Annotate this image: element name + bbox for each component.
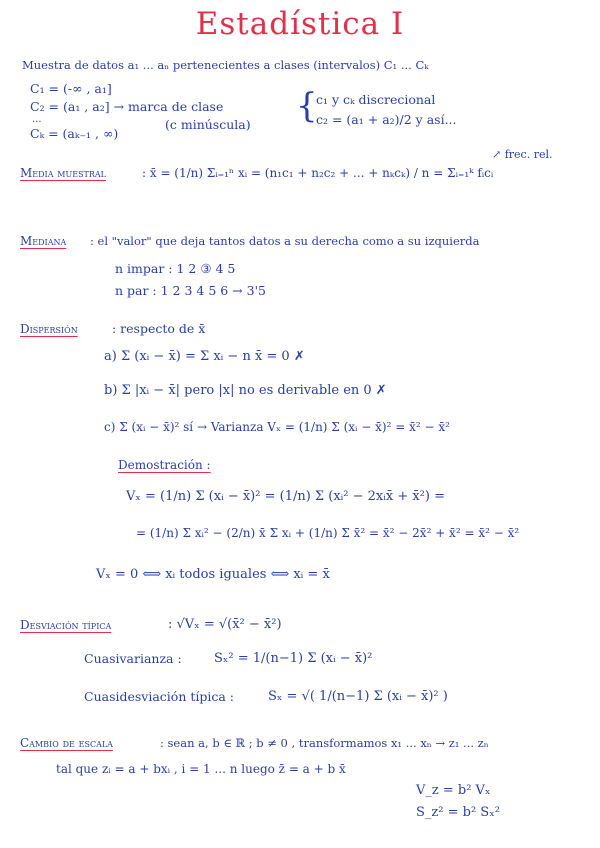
- dispersion-heading: Dispersión: [20, 322, 78, 336]
- media-formula: : x̄ = (1/n) Σᵢ₌₁ⁿ xᵢ = (n₁c₁ + n₂c₂ + ... + nₖcₖ) / n = Σᵢ₌₁ᵏ fᵢcᵢ: [142, 166, 494, 180]
- cambio-line-2: tal que zᵢ = a + bxᵢ , i = 1 ... n luego z̄ = a + b x̄: [56, 762, 346, 776]
- cuasidesviacion-label: Cuasidesviación típica :: [84, 689, 235, 704]
- dispersion-a: a) Σ (xᵢ − x̄) = Σ xᵢ − n x̄ = 0 ✗: [104, 349, 305, 364]
- class-dots: ...: [32, 114, 42, 125]
- demo-line-1: Vₓ = (1/n) Σ (xᵢ − x̄)² = (1/n) Σ (xᵢ² − 2xᵢx̄ + x̄²) =: [126, 489, 445, 504]
- dispersion-c: c) Σ (xᵢ − x̄)² sí → Varianza Vₓ = (1/n) Σ (xᵢ − x̄)² = x̄² − x̄²: [104, 420, 450, 434]
- class-c2-note: (c minúscula): [165, 117, 251, 132]
- mediana-impar: n impar : 1 2 ③ 4 5: [115, 261, 236, 276]
- brace: {: [296, 86, 318, 126]
- mediana-par: n par : 1 2 3 4 5 6 → 3'5: [115, 283, 266, 298]
- desviacion-formula: : √Vₓ = √(x̄² − x̄²): [168, 617, 282, 632]
- dispersion-text: : respecto de x̄: [112, 321, 206, 336]
- class-c2: C₂ = (a₁ , a₂] → marca de clase: [30, 99, 224, 114]
- class-ck: Cₖ = (aₖ₋₁ , ∞): [30, 126, 119, 141]
- cuasivarianza-label: Cuasivarianza :: [84, 651, 182, 666]
- demo-line-2: = (1/n) Σ xᵢ² − (2/n) x̄ Σ xᵢ + (1/n) Σ x̄² = x̄² − 2x̄² + x̄² = x̄² − x̄²: [136, 526, 520, 540]
- brace-line-2: c₂ = (a₁ + a₂)/2 y así...: [316, 112, 457, 127]
- page-title: Estadística I: [195, 6, 405, 42]
- brace-line-1: c₁ y cₖ discrecional: [316, 92, 436, 107]
- demo-label: Demostración :: [118, 458, 211, 472]
- class-c1: C₁ = (-∞ , a₁]: [30, 81, 112, 96]
- desviacion-heading: Desviación típica: [20, 618, 112, 632]
- cuasivarianza-formula: Sₓ² = 1/(n−1) Σ (xᵢ − x̄)²: [214, 651, 373, 666]
- varianza-zero: Vₓ = 0 ⟺ xᵢ todos iguales ⟺ xᵢ = x̄: [96, 567, 330, 582]
- cambio-heading: Cambio de escala: [20, 736, 113, 750]
- mediana-heading: Mediana: [20, 234, 67, 248]
- media-heading: Media muestral: [20, 166, 106, 180]
- cuasidesviacion-formula: Sₓ = √( 1/(n−1) Σ (xᵢ − x̄)² ): [268, 689, 448, 704]
- mediana-text: : el "valor" que deja tantos datos a su derecha como a su izquierda: [90, 234, 480, 248]
- cambio-varianza: V_z = b² Vₓ: [416, 783, 491, 798]
- cambio-cuasivarianza: S_z² = b² Sₓ²: [416, 805, 500, 820]
- intro-line: Muestra de datos a₁ ... aₙ pertenecientes a clases (intervalos) C₁ ... Cₖ: [22, 58, 429, 72]
- cambio-text: : sean a, b ∈ ℝ ; b ≠ 0 , transformamos x₁ ... xₙ → z₁ ... zₙ: [160, 736, 489, 750]
- media-note: ↗ frec. rel.: [492, 148, 553, 161]
- dispersion-b: b) Σ |xᵢ − x̄| pero |x| no es derivable en 0 ✗: [104, 383, 387, 398]
